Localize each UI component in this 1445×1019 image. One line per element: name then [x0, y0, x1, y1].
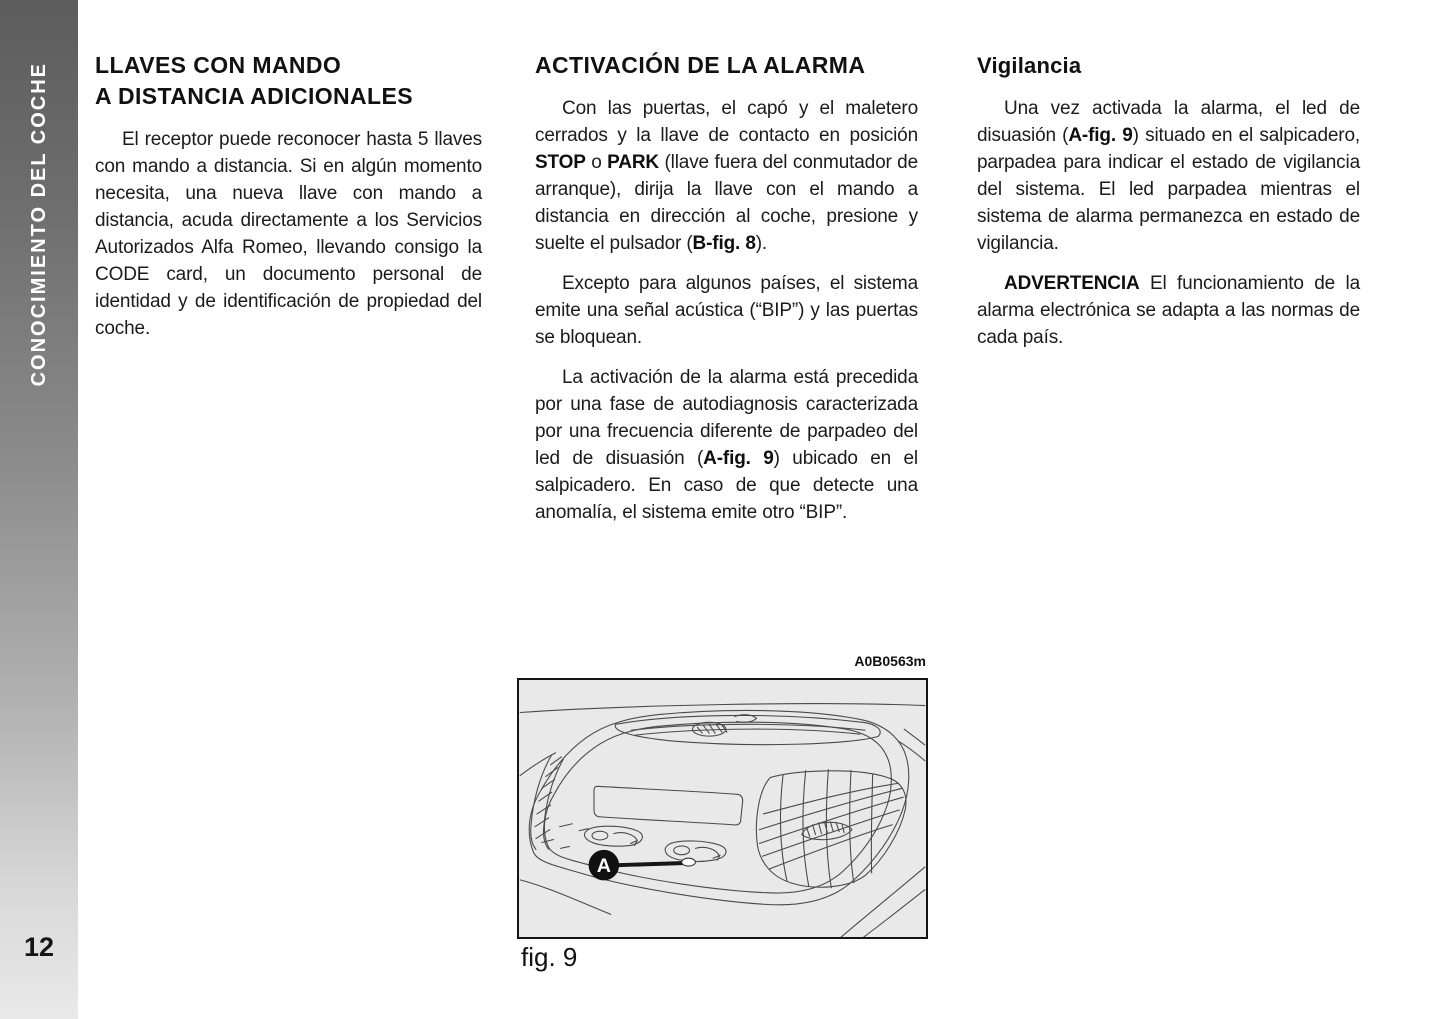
surface-dashes: [542, 824, 588, 849]
led-indicator: [682, 858, 696, 866]
column-vigilancia: [977, 50, 1360, 364]
dash-edge-top-right: [898, 741, 925, 761]
dash-edge-bottom-right-2: [864, 890, 925, 937]
dash-edge-bottom-right: [841, 867, 925, 937]
defroster-fan-hatch: [697, 724, 727, 733]
left-air-vent-line-2: [544, 759, 564, 850]
right-air-vent-outline: [756, 771, 906, 887]
dash-edge-bottom-left: [520, 880, 611, 914]
paragraph: La activación de la alarma está precedida por una fase de autodiagnosis caracterizada por una frecuencia diferente de parpadeo del led de disuasión (A-fig. 9) ubicado en el salpicadero. En caso de que detecte una anomalía, el sistema emite otro “BIP”.: [535, 367, 918, 523]
column-keys: [95, 50, 482, 355]
paragraph: Una vez activada la alarma, el led de disuasión (A-fig. 9) situado en el salpicadero, parpadea para indicar el estado de vigilancia del sistema. El led parpadea mientras el sistema de alarma permanezca en estado de vigilancia.: [977, 98, 1361, 254]
switch-right-lever: [695, 847, 720, 860]
paragraph: Excepto para algunos países, el sistema emite una señal acústica (“BIP”) y las puertas se bloquean.: [535, 273, 918, 348]
right-vent-slat-1: [763, 783, 898, 814]
paragraph: El receptor puede reconocer hasta 5 llaves con mando a distancia. Si en algún momento necesita, una nueva llave con mando a distancia, acuda directamente a los Servicios Autorizados Alfa Romeo, llevando consigo la CODE card, un documento personal de identidad y de identificación de propiedad del coche.: [95, 129, 482, 339]
dash-edge-top-right-2: [904, 729, 925, 745]
heading-line: A DISTANCIA ADICIONALES: [95, 83, 413, 109]
defroster-slat-2: [635, 729, 860, 735]
right-vent-rib-3: [826, 770, 831, 888]
heading-line: LLAVES CON MANDO: [95, 52, 342, 78]
paragraph: Con las puertas, el capó y el maletero cerrados y la llave de contacto en posición STOP o PARK (llave fuera del conmutador de arranque), dirija la llave con el mando a distancia en dirección al coche, presione y suelte el pulsador (B-fig. 8).: [535, 98, 918, 254]
page-number: 12: [24, 932, 55, 962]
section-heading-vigilancia: [977, 50, 1360, 81]
heading-line: Vigilancia: [977, 53, 1082, 78]
switch-left-knob: [592, 831, 608, 840]
sidebar: [0, 0, 78, 1019]
section-heading-llaves: [95, 50, 482, 112]
chapter-title-vertical: CONOCIMIENTO DEL COCHE: [27, 62, 50, 387]
paragraph: ADVERTENCIA El funcionamiento de la alarma electrónica se adapta a las normas de cada país.: [977, 273, 1360, 348]
right-vent-rib-5: [871, 775, 872, 873]
callout-a-label: A: [596, 855, 611, 878]
figure-caption: fig. 9: [521, 942, 578, 972]
console-outline-outer: [529, 710, 909, 904]
defroster-grille: [615, 715, 880, 744]
figure-reference-code: A0B0563m: [854, 653, 926, 669]
switch-right-knob: [674, 846, 690, 855]
column-alarm-activation: [535, 50, 918, 539]
switch-left-lever: [614, 833, 638, 846]
right-vent-slat-4: [762, 810, 899, 856]
heading-line: ACTIVACIÓN DE LA ALARMA: [535, 52, 866, 78]
callout-line: [619, 863, 682, 865]
right-vent-rib-4: [850, 771, 854, 883]
dashboard-illustration: [519, 680, 926, 937]
section-heading-activacion: [535, 50, 918, 81]
figure-box: [517, 678, 928, 939]
display-recess: [594, 786, 743, 825]
sidebar-label-wrap: [0, 52, 78, 397]
